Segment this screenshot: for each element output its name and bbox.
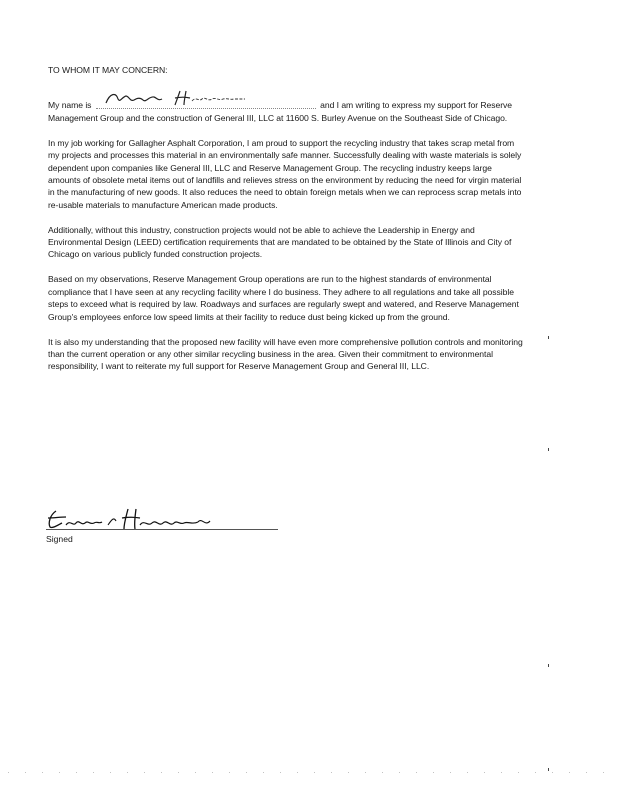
paragraph-employer: In my job working for Gallagher Asphalt Corporation, I am proud to support the recycling industry that takes scrap metal from my projects and processes this material in an environmentally safe manner. Successfully dealing with waste materials is solely dependent upon companies like General III, LLC and Reserve Management Group. The recycling industry keeps large amounts of obsolete metal items out of landfills and relieves stress on the environment by reducing the need for virgin material in the manufacturing of new goods. It also reduces the need to obtain foreign metals when we can reprocess scrap metals into re-usable materials to manufacture American made products. xyxy=(48,137,522,210)
intro-before-text: My name is xyxy=(48,100,92,111)
scan-mark xyxy=(548,448,549,451)
handwritten-name-icon xyxy=(102,87,302,109)
salutation: TO WHOM IT MAY CONCERN: xyxy=(48,65,168,75)
intro-after-text: and I am writing to express my support for Reserve Management Group and the construction of General III, LLC at 11600 S. Burley Avenue on the Southeast Side of Chicago. xyxy=(48,100,513,123)
paragraph-observations: Based on my observations, Reserve Management Group operations are run to the highest standards of environmental compliance that I have seen at any recycling facility where I do business. They adhere to all regulations and take all possible steps to exceed what is required by law. Roadways and surfaces are regularly swept and watered, and Reserve Management Group's employees enforce low speed limits at their facility to reduce dust being kicked up from the ground. xyxy=(48,274,519,322)
signature-block xyxy=(42,505,282,549)
scan-mark xyxy=(548,768,549,771)
handwritten-name-signature xyxy=(96,97,316,109)
intro-paragraph xyxy=(48,97,523,124)
scan-mark xyxy=(548,664,549,667)
signature-line xyxy=(46,529,278,530)
letter-body xyxy=(48,64,523,385)
scan-mark xyxy=(548,336,549,339)
scan-artifacts xyxy=(8,772,608,773)
paragraph-leed: Additionally, without this industry, construction projects would not be able to achieve the Leadership in Energy and Environmental Design (LEED) certification requirements that are mandated to be obtained by the State of Illinois and City of Chicago on various publicly funded construction projects. xyxy=(48,224,512,260)
handwritten-signature-icon xyxy=(42,505,282,539)
paragraph-conclusion: It is also my understanding that the proposed new facility will have even more comprehensive pollution controls and monitoring than the current operation or any other similar recycling business in the area. Given their commitment to environmental responsibility, I want to reiterate my full support for Reserve Management Group and General III, LLC. xyxy=(48,336,523,372)
signed-label: Signed xyxy=(46,534,73,544)
